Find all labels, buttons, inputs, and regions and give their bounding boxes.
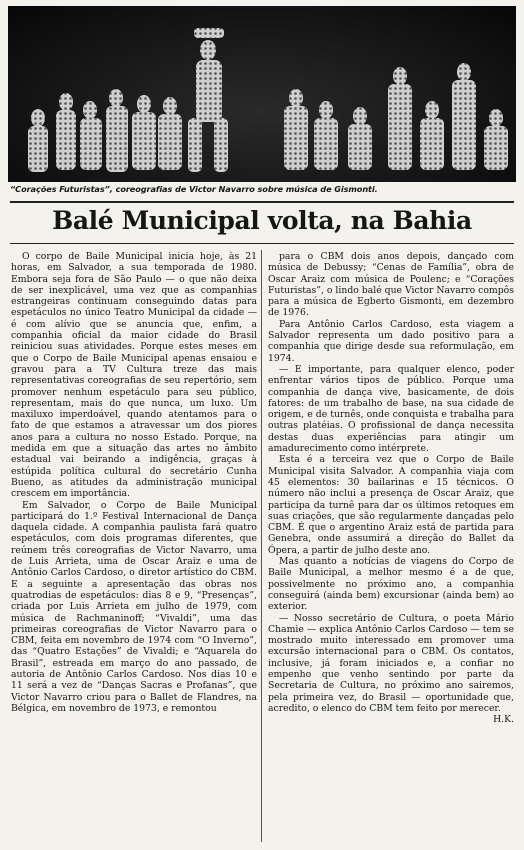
headline: Balé Municipal volta, na Bahia: [52, 206, 472, 235]
paragraph: para o CBM dois anos depois, dançado com música de Debussy; “Cenas de Família”, obra de Oscar Araiz com música de Poulenc; e “Corações Futuristas”, o lindo balé que Victor Navarro compôs para a música de Egberto Gismonti, em dezembro de 1976.: [268, 251, 514, 319]
paragraph: O corpo de Baile Municipal inicia hoje, às 21 horas, em Salvador, a sua temporada de 1980. Embora seja fora de São Paulo — o que não deixa de ser inexplicável, uma vez que as companhias estrangeiras continuam conseguindo datas para espetáculos no único Teatro Municipal da cidade — é com alívio que se anuncia que, enfim, a companhia oficial da maior cidade do Brasil reiniciou suas atividades. Porque estes meses em que o Corpo de Baile Municipal apenas ensaiou e gravou para a TV Cultura treze das mais representativas coreografias de seu repertório, sem promover nenhum espetáculo para seu público, representam, mais do que nunca, um luxo. Um maxiluxo imperdoável, quando atentamos para o fato de que estamos a atravessar um dos piores anos para a cultura no nosso Estado. Porque, na medida em que a situação das artes no âmbito estadual vai beirando a indigência, graças à estúpida política cultural do secretário Cunha Bueno, as atitudes da administração municipal crescem em importância.: [11, 251, 257, 500]
dancers-photo: [8, 6, 516, 182]
paragraph: — E importante, para qualquer elenco, poder enfrentar vários tipos de público. Porque uma companhia de dança vive, basicamente, de dois fatores: de um trabalho de base, na sua cidade de origem, e de turnês, onde conquista e trabalha para outras platéias. O profissional de dança necessita destas duas experiências para atingir um amadurecimento como intérprete.: [268, 363, 514, 455]
paragraph: — Nosso secretário de Cultura, o poeta Mário Chamie — explica Antônio Carlos Cardoso — tem se mostrado muito interessado em promover uma excursão internacional para o CBM. Os contatos, inclusive, já foram iniciados e, a confiar no empenho que venho sentindo por parte da Secretaria de Cultura, no próximo ano sairemos, pela primeira vez, do Brasil — oportunidade que, acredito, o elenco do CBM tem feito por merecer.: [268, 612, 514, 714]
column-right: [268, 251, 514, 725]
author-signature: H.K.: [493, 714, 514, 726]
paragraph: Esta é a terceira vez que o Corpo de Baile Municipal visita Salvador. A companhia viaja com 45 elementos: 30 bailarinas e 15 técnicos. O número não inclui a presença de Oscar Araiz, que participa da turnê para dar os últimos retoques em suas criações, que são regularmente dançadas pelo CBM. É que o argentino Araiz está de partida para Genebra, onde assumirá a direção do Ballet da Ópera, a partir de julho deste ano.: [268, 454, 514, 556]
paragraph: Mas quanto a notícias de viagens do Corpo de Baile Municipal, a melhor mesmo é a de que, possivelmente no próximo ano, a companhia conseguirá (ainda bem) excursionar (ainda bem) ao exterior.: [268, 556, 514, 613]
paragraph: Em Salvador, o Corpo de Baile Municipal participará do 1.º Festival Internacional de Dança daquela cidade. A companhia paulista fará quatro espetáculos, com dois programas diferentes, que reúnem três coreografias de Victor Navarro, uma de Luis Arrieta, uma de Oscar Araiz e uma de Antônio Carlos Cardoso, o diretor artístico do CBM. E a seguinte a apresentação das obras nos quatrodias de espetáculos: dias 8 e 9, “Presenças”, criada por Luis Arrieta em julho de 1979, com música de Rachmaninoff; “Vivaldi”, uma das primeiras coreografias de Victor Navarro para o CBM, feita em novembro de 1974 com “O Inverno”, das “Quatro Estações” de Vivaldi; e “Aquarela do Brasil”, estreada em março do ano passado, de autoria de Antônio Carlos Cardoso. Nos dias 10 e 11 será a vez de “Danças Sacras e Profanas”, que Victor Navarro criou para o Ballet de Flandres, na Bélgica, em novembro de 1973, e remontou: [11, 499, 257, 714]
photo-caption: “Corações Futuristas”, coreografias de Victor Navarro sobre música de Gismonti.: [10, 184, 378, 194]
dancers-silhouettes: [8, 6, 516, 182]
headline-rule: [10, 243, 514, 244]
column-divider: [261, 250, 262, 842]
paragraph: Para Antônio Carlos Cardoso, esta viagem a Salvador representa um dado positivo para a companhia que dirige desde sua reformulação, em 1974.: [268, 318, 514, 364]
column-left: [11, 251, 257, 714]
